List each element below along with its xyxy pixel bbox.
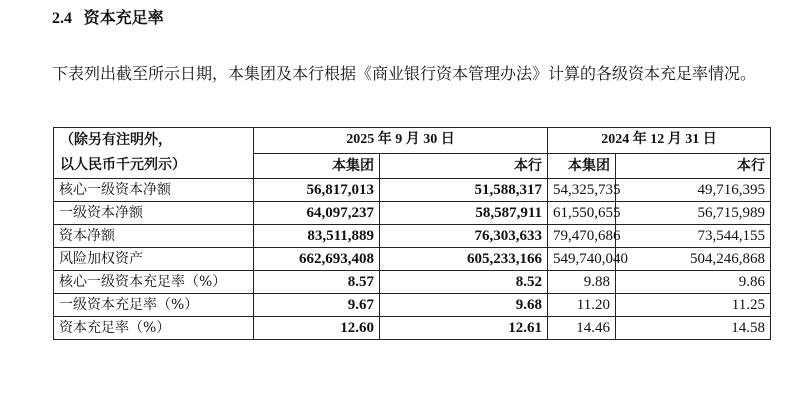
sub-header-group-2025: 本集团	[254, 153, 380, 179]
cell-value: 14.46	[548, 317, 616, 340]
cell-value: 14.58	[616, 317, 771, 340]
cell-value: 9.67	[254, 294, 380, 317]
cell-value: 54,325,735	[548, 179, 616, 202]
cell-value: 8.57	[254, 271, 380, 294]
section-title: 资本充足率	[83, 8, 164, 27]
cell-value: 83,511,889	[254, 225, 380, 248]
cell-value: 662,693,408	[254, 248, 380, 271]
cell-value: 56,817,013	[254, 179, 380, 202]
cell-value: 64,097,237	[254, 202, 380, 225]
section-heading	[52, 5, 164, 32]
cell-value: 58,587,911	[380, 202, 548, 225]
row-label: 资本充足率（%）	[54, 317, 254, 340]
cell-value: 9.68	[380, 294, 548, 317]
cell-value: 504,246,868	[616, 248, 771, 271]
cell-value: 549,740,040	[548, 248, 616, 271]
sub-header-group-2024: 本集团	[548, 153, 616, 179]
unit-note-cell	[54, 128, 254, 179]
section-number: 2.4	[52, 10, 72, 27]
row-label: 核心一级资本充足率（%）	[54, 271, 254, 294]
cell-value: 9.86	[616, 271, 771, 294]
row-label: 一级资本净额	[54, 202, 254, 225]
cell-value: 11.20	[548, 294, 616, 317]
cell-value: 12.61	[380, 317, 548, 340]
capital-adequacy-table	[53, 127, 771, 340]
cell-value: 605,233,166	[380, 248, 548, 271]
cell-value: 8.52	[380, 271, 548, 294]
cell-value: 73,544,155	[616, 225, 771, 248]
unit-note-line-2: 以人民币千元列示）	[60, 157, 186, 173]
sub-header-bank-2024: 本行	[616, 153, 771, 179]
cell-value: 51,588,317	[380, 179, 548, 202]
cell-value: 61,550,655	[548, 202, 616, 225]
table-row	[54, 202, 771, 225]
cell-value: 49,716,395	[616, 179, 771, 202]
table-row	[54, 248, 771, 271]
cell-value: 12.60	[254, 317, 380, 340]
sub-header-bank-2025: 本行	[380, 153, 548, 179]
row-label: 一级资本充足率（%）	[54, 294, 254, 317]
cell-value: 9.88	[548, 271, 616, 294]
period-header-2025: 2025 年 9 月 30 日	[254, 128, 548, 154]
cell-value: 56,715,989	[616, 202, 771, 225]
cell-value: 76,303,633	[380, 225, 548, 248]
period-header-2024: 2024 年 12 月 31 日	[548, 128, 771, 154]
table-row	[54, 225, 771, 248]
table-row	[54, 179, 771, 202]
unit-note-line-1: （除另有注明外，	[60, 132, 172, 148]
cell-value: 79,470,686	[548, 225, 616, 248]
table-row	[54, 317, 771, 340]
cell-value: 11.25	[616, 294, 771, 317]
table-header-row-periods	[54, 128, 771, 154]
row-label: 风险加权资产	[54, 248, 254, 271]
row-label: 资本净额	[54, 225, 254, 248]
table-row	[54, 294, 771, 317]
intro-paragraph: 下表列出截至所示日期，本集团及本行根据《商业银行资本管理办法》计算的各级资本充足率情况。	[52, 64, 757, 83]
table-row	[54, 271, 771, 294]
row-label: 核心一级资本净额	[54, 179, 254, 202]
